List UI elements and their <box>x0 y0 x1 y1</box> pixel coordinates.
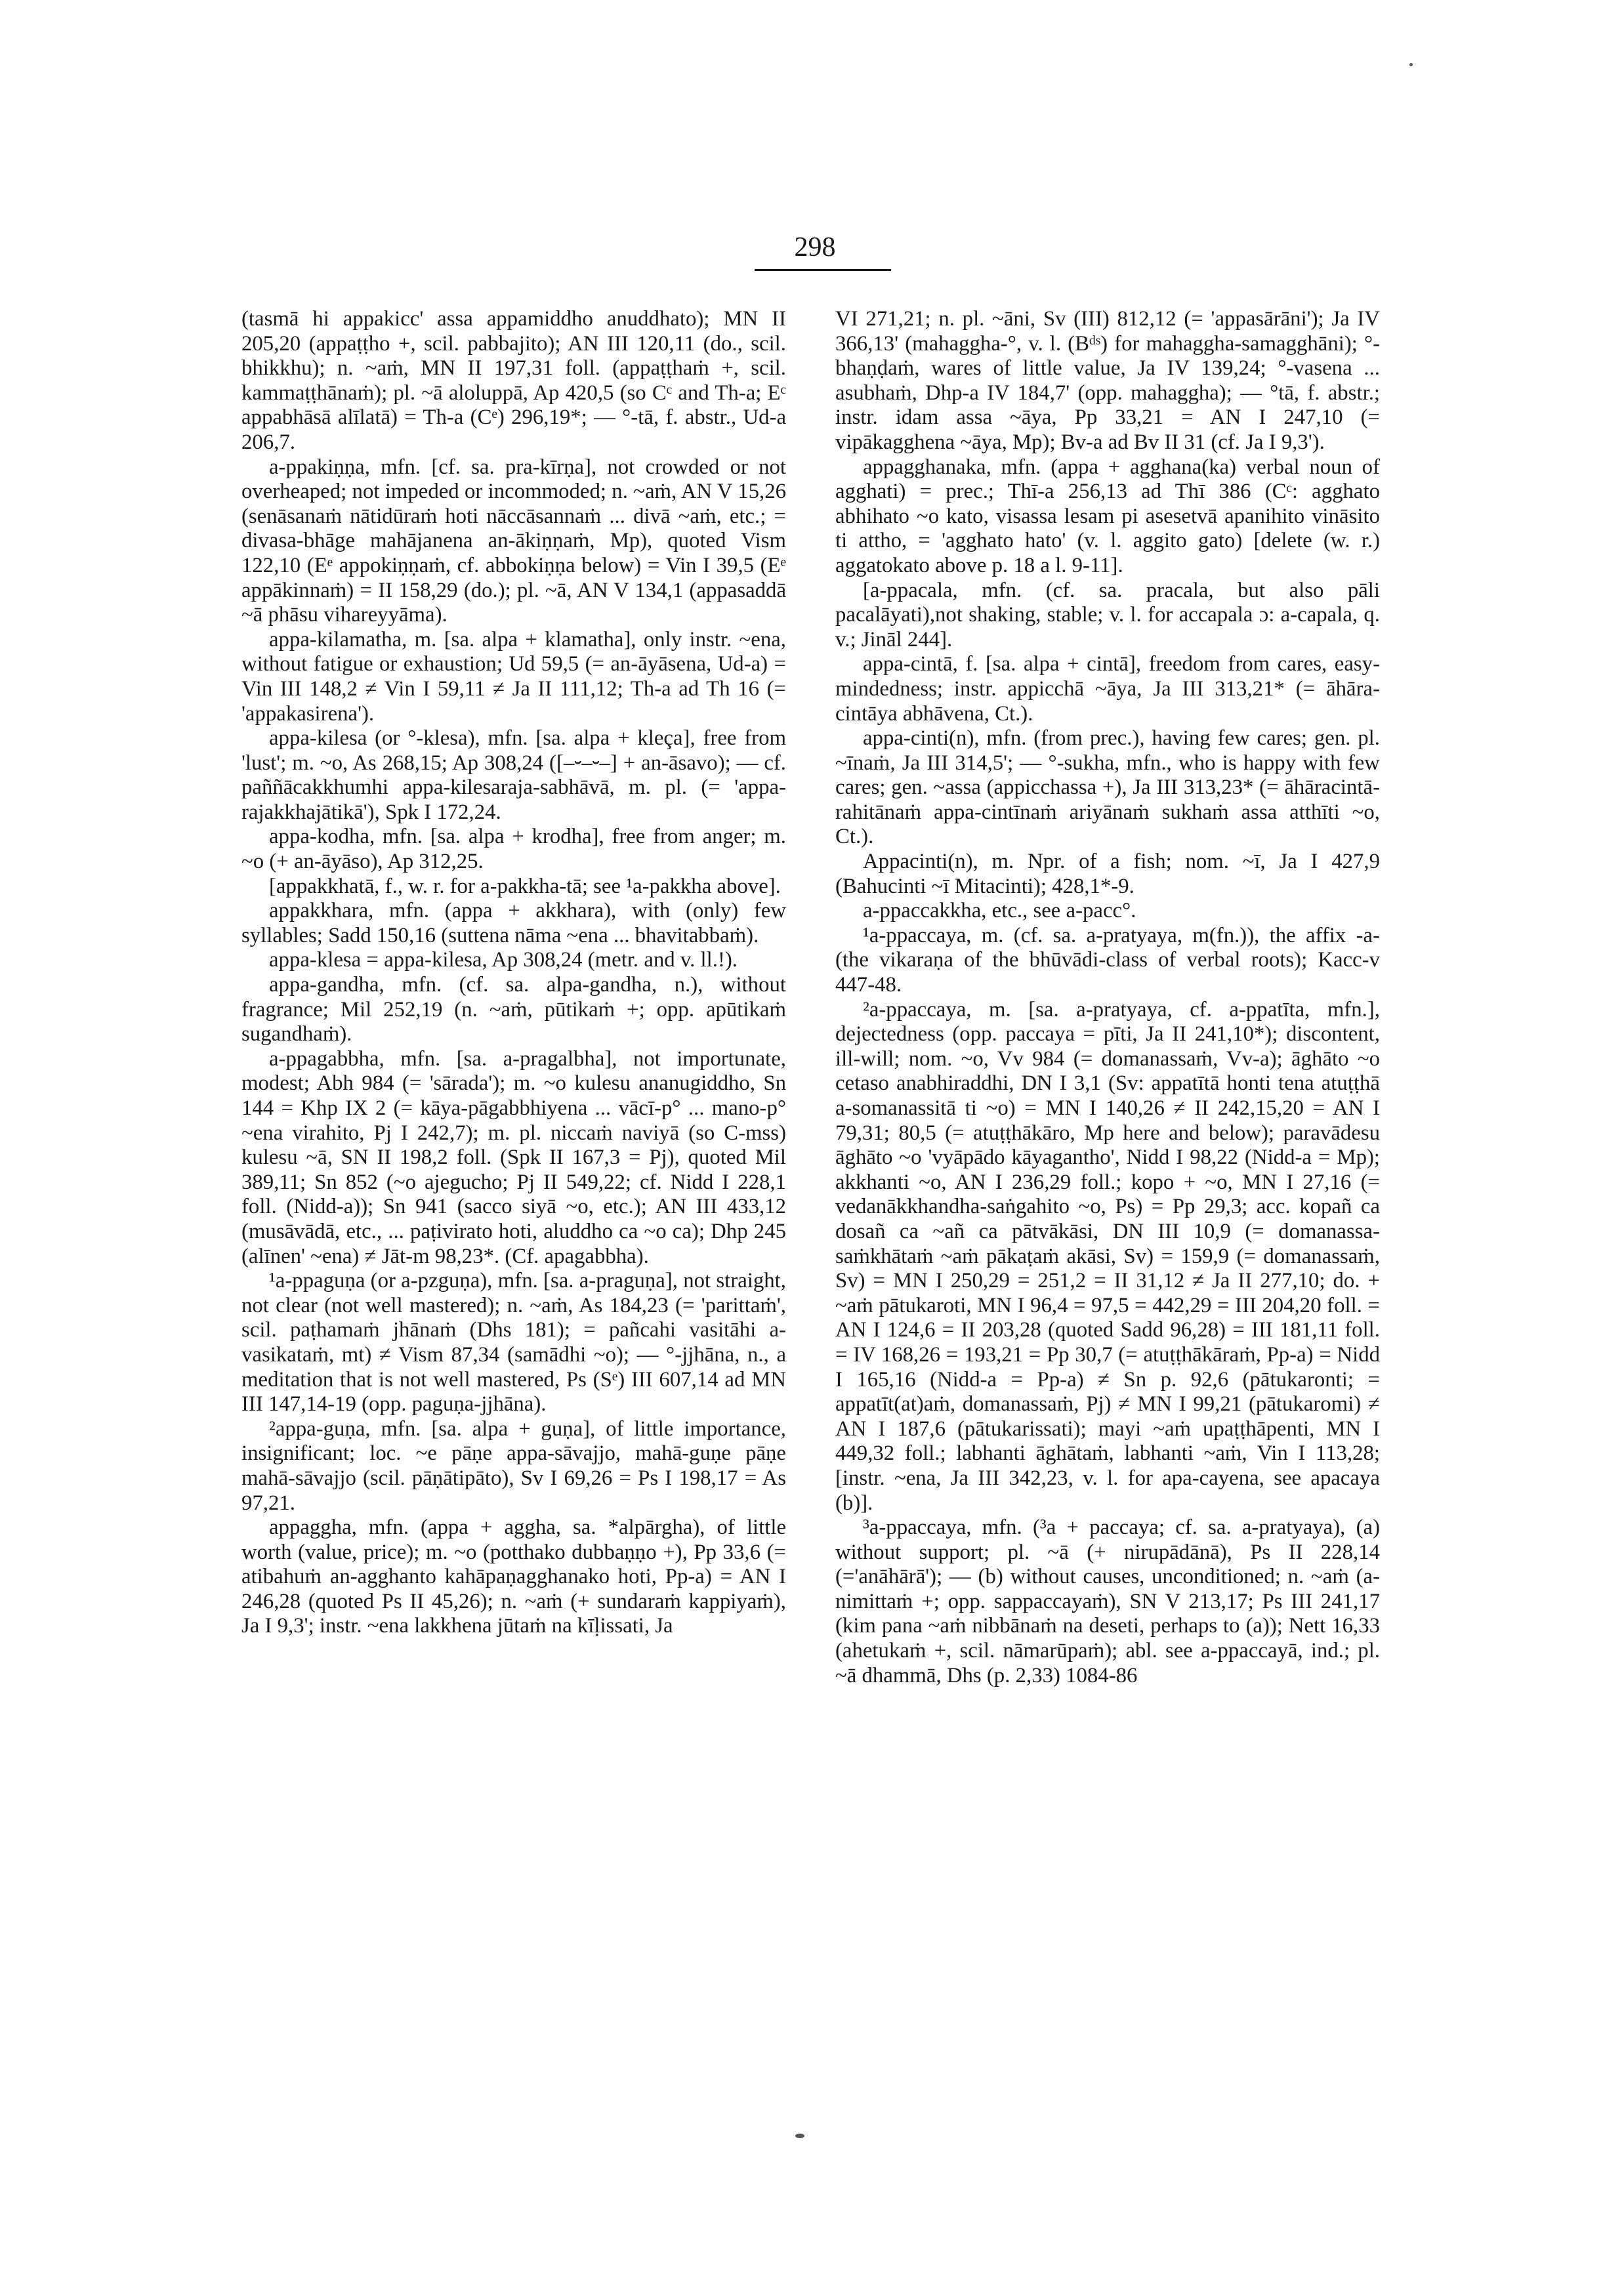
dictionary-entry: appaggha, mfn. (appa + aggha, sa. *alpārgha), of little worth (value, price); m. ~o (potthako dubbaṇṇo +), Pp 33,6 (= atibahuṁ an-agghanto kahāpaṇagghanako hoti, Pp-a) = AN I 246,28 (quoted Ps II 45,26); n. ~aṁ (+ sundaraṁ kappiyaṁ), Ja I 9,3'; instr. ~ena lakkhena jūtaṁ na kīḷissati, Ja <box>241 1516 786 1638</box>
dictionary-entry: appa-kilamatha, m. [sa. alpa + klamatha], only instr. ~ena, without fatigue or exhaustion; Ud 59,5 (= an-āyāsena, Ud-a) = Vin III 148,2 ≠ Vin I 59,11 ≠ Ja II 111,12; Th-a ad Th 16 (= 'appakasirena'). <box>241 627 786 726</box>
dictionary-entry: appakkhara, mfn. (appa + akkhara), with (only) few syllables; Sadd 150,16 (suttena nāma ~ena ... bhavitabbaṁ). <box>241 899 786 947</box>
dictionary-entry: ¹a-ppaccaya, m. (cf. sa. a-pratyaya, m(fn.)), the affix -a- (the vikaraṇa of the bhūvādi-class of verbal roots); Kacc-v 447-48. <box>835 923 1380 997</box>
dictionary-entry: appa-cinti(n), mfn. (from prec.), having few cares; gen. pl. ~īnaṁ, Ja III 314,5'; — °-sukha, mfn., who is happy with few cares; gen. ~assa (appicchassa +), Ja III 313,23* (= āhāracintā-rahitānaṁ appa-cintīnaṁ ariyānaṁ sukhaṁ assa atthīti ~o, Ct.). <box>835 726 1380 849</box>
dictionary-entry: a-ppakiṇṇa, mfn. [cf. sa. pra-kīrṇa], not crowded or not overheaped; not impeded or incommoded; n. ~aṁ, AN V 15,26 (senāsanaṁ nātidūraṁ hoti nāccāsannaṁ ... divā ~aṁ, etc.; = divasa-bhāge mahājanena an-ākiṇṇaṁ, Mp), quoted Vism 122,10 (Eᵉ appokiṇṇaṁ, cf. abbokiṇṇa below) = Vin I 39,5 (Eᵉ appākinnaṁ) = II 158,29 (do.); pl. ~ā, AN V 134,1 (appasaddā ~ā phāsu vihareyyāma). <box>241 455 786 627</box>
dictionary-entry: appa-klesa = appa-kilesa, Ap 308,24 (metr. and v. ll.!). <box>269 948 738 972</box>
dictionary-entry: Appacinti(n), m. Npr. of a fish; nom. ~ī, Ja I 427,9 (Bahucinti ~ī Mitacinti); 428,1*-9. <box>835 850 1380 898</box>
page-number: 298 <box>794 232 836 262</box>
right-column <box>835 307 1380 1688</box>
dictionary-entry: appa-kodha, mfn. [sa. alpa + krodha], free from anger; m. ~o (+ an-āyāso), Ap 312,25. <box>241 825 786 874</box>
scan-speck <box>795 2134 804 2138</box>
left-column <box>241 307 786 1639</box>
dictionary-entry: appagghanaka, mfn. (appa + agghana(ka) verbal noun of agghati) = prec.; Thī-a 256,13 ad Thī 386 (Cᶜ: agghato abhihato ~o kato, visassa lesam pi asesetvā apanihito vināsito ti attho, = 'agghato hato' (v. l. aggito gato) [delete (w. r.) aggatokato above p. 18 a l. 9-11]. <box>835 455 1380 577</box>
dictionary-entry: [appakkhatā, f., w. r. for a-pakkha-tā; see ¹a-pakkha above]. <box>269 874 781 898</box>
continuation-paragraph: VI 271,21; n. pl. ~āni, Sv (III) 812,12 (= 'appasārāni'); Ja IV 366,13' (mahaggha-°, v. l. (Bᵈˢ) for mahaggha-samagghāni); °-bhaṇḍaṁ, wares of little value, Ja IV 139,24; °-vasena ... asubhaṁ, Dhp-a IV 184,7' (opp. mahaggha); — °tā, f. abstr.; instr. idam assa ~āya, Pp 33,21 = AN I 247,10 (= vipākagghena ~āya, Mp); Bv-a ad Bv II 31 (cf. Ja I 9,3'). <box>835 307 1380 454</box>
dictionary-entry: appa-gandha, mfn. (cf. sa. alpa-gandha, n.), without fragrance; Mil 252,19 (n. ~aṁ, pūtikaṁ +; opp. apūtikaṁ sugandhaṁ). <box>241 973 786 1046</box>
dictionary-entry: appa-cintā, f. [sa. alpa + cintā], freedom from cares, easy-mindedness; instr. appicchā ~āya, Ja III 313,21* (= āhāra-cintāya abhāvena, Ct.). <box>835 652 1380 726</box>
dictionary-entry: appa-kilesa (or °-klesa), mfn. [sa. alpa + kleça], free from 'lust'; m. ~o, As 268,15; Ap 308,24 ([–⏑–⏑–] + an-āsavo); — cf. paññācakkhumhi appa-kilesaraja-sabhāvā, m. pl. (= 'appa-rajakkhajātikā'), Spk I 172,24. <box>241 726 786 824</box>
dictionary-entry: ³a-ppaccaya, mfn. (³a + paccaya; cf. sa. a-pratyaya), (a) without support; pl. ~ā (+ nirupādānā), Ps II 228,14 (='anāhārā'); — (b) without causes, unconditioned; n. ~aṁ (a-nimittaṁ +; opp. sappaccayaṁ), SN V 213,17; Ps III 241,17 (kim pana ~aṁ nibbānaṁ na deseti, perhaps to (a)); Nett 16,33 (ahetukaṁ +, scil. nāmarūpaṁ); abl. see a-ppaccayā, ind.; pl. ~ā dhammā, Dhs (p. 2,33) 1084-86 <box>835 1516 1380 1687</box>
dictionary-entry: ²appa-guṇa, mfn. [sa. alpa + guṇa], of little importance, insignificant; loc. ~e pāṇe appa-sāvajjo, mahā-guṇe pāṇe mahā-sāvajjo (scil. pāṇātipāto), Sv I 69,26 = Ps I 198,17 = As 97,21. <box>241 1416 786 1515</box>
header-rule <box>755 269 891 271</box>
dictionary-entry: a-ppagabbha, mfn. [sa. a-pragalbha], not importunate, modest; Abh 984 (= 'sārada'); m. ~o kulesu ananugiddho, Sn 144 = Khp IX 2 (= kāya-pāgabbhiyena ... vācī-p° ... mano-p° ~ena virahito, Pj I 242,7); m. pl. niccaṁ naviyā (so C-mss) kulesu ~ā, SN II 198,2 foll. (Spk II 167,3 = Pj), quoted Mil 389,11; Sn 852 (~o ajegucho; Pj II 549,22; cf. Nidd I 228,1 foll. (Nidd-a)); Sn 941 (sacco siyā ~o, etc.); AN III 433,12 (musāvādā, etc., ... paṭivirato hoti, aluddho ca ~o ca); Dhp 245 (alīnen' ~ena) ≠ Jāt-m 98,23*. (Cf. apagabbha). <box>241 1046 786 1268</box>
scan-speck <box>1409 63 1413 66</box>
dictionary-entry: ¹a-ppaguṇa (or a-pzguṇa), mfn. [sa. a-praguṇa], not straight, not clear (not well mastered); n. ~aṁ, As 184,23 (= 'parittaṁ', scil. paṭhamaṁ jhānaṁ (Dhs 181); = pañcahi vasitāhi a-vasikataṁ, mt) ≠ Vism 87,34 (samādhi ~o); — °-jjhāna, n., a meditation that is not well mastered, Ps (Sᵉ) III 607,14 ad MN III 147,14-19 (opp. paguṇa-jjhāna). <box>241 1269 786 1416</box>
dictionary-entry: ²a-ppaccaya, m. [sa. a-pratyaya, cf. a-ppatīta, mfn.], dejectedness (opp. paccaya = pīti, Ja II 241,10*); discontent, ill-will; nom. ~o, Vv 984 (= domanassaṁ, Vv-a); āghāto ~o cetaso anabhiraddhi, DN I 3,1 (Sv: appatītā honti tena atuṭṭhā a-somanassitā ti ~o) = MN I 140,26 ≠ II 242,15,20 = AN I 79,31; 80,5 (= atuṭṭhākāro, Mp here and below); paravādesu āghāto ~o 'vyāpādo kāyagantho', Nidd I 98,22 (Nidd-a = Mp); akkhanti ~o, AN I 236,29 foll.; kopo + ~o, MN I 27,16 (= vedanākkhandha-saṅgahito ~o, Ps) = Pp 29,3; acc. kopañ ca dosañ ca ~añ ca pātvākāsi, DN III 10,9 (= domanassa-saṁkhātaṁ ~aṁ pākaṭaṁ akāsi, Sv) = 159,9 (= domanassaṁ, Sv) = MN I 250,29 = 251,2 = II 31,12 ≠ Ja II 277,10; do. + ~aṁ pātukaroti, MN I 96,4 = 97,5 = 442,29 = III 204,20 foll. = AN I 124,6 = II 203,28 (quoted Sadd 96,28) = III 181,11 foll. = IV 168,26 = 193,21 = Pp 30,7 (= atuṭṭhākāraṁ, Pp-a) = Nidd I 165,16 (Nidd-a = Pp-a) ≠ Sn p. 92,6 (pātukaronti; = appatīt(at)aṁ, domanassaṁ, Pj) ≠ MN I 99,21 (pātukaromi) ≠ AN I 187,6 (pātukarissati); mayi ~aṁ upaṭṭhāpenti, MN I 449,32 foll.; labhanti āghātaṁ, labhanti ~aṁ, Vin I 113,28; [instr. ~ena, Ja III 342,23, v. l. for apa-cayena, see apacaya (b)]. <box>835 997 1380 1515</box>
dictionary-entry: [a-ppacala, mfn. (cf. sa. pracala, but also pāli pacalāyati),not shaking, stable; v. l. for accapala ɔ: a-capala, q. v.; Jināl 244]. <box>835 578 1380 651</box>
continuation-paragraph: (tasmā hi appakicc' assa appamiddho anuddhato); MN II 205,20 (appaṭṭho +, scil. pabbajito); AN III 120,11 (do., scil. bhikkhu); n. ~aṁ, MN II 197,31 foll. (appaṭṭhaṁ +, scil. kammaṭṭhānaṁ); pl. ~ā aloluppā, Ap 420,5 (so Cᶜ and Th-a; Eᶜ appabhāsā alīlatā) = Th-a (Cᵉ) 296,19*; — °-tā, f. abstr., Ud-a 206,7. <box>241 307 786 454</box>
dictionary-entry: a-ppaccakkha, etc., see a-pacc°. <box>863 899 1136 923</box>
